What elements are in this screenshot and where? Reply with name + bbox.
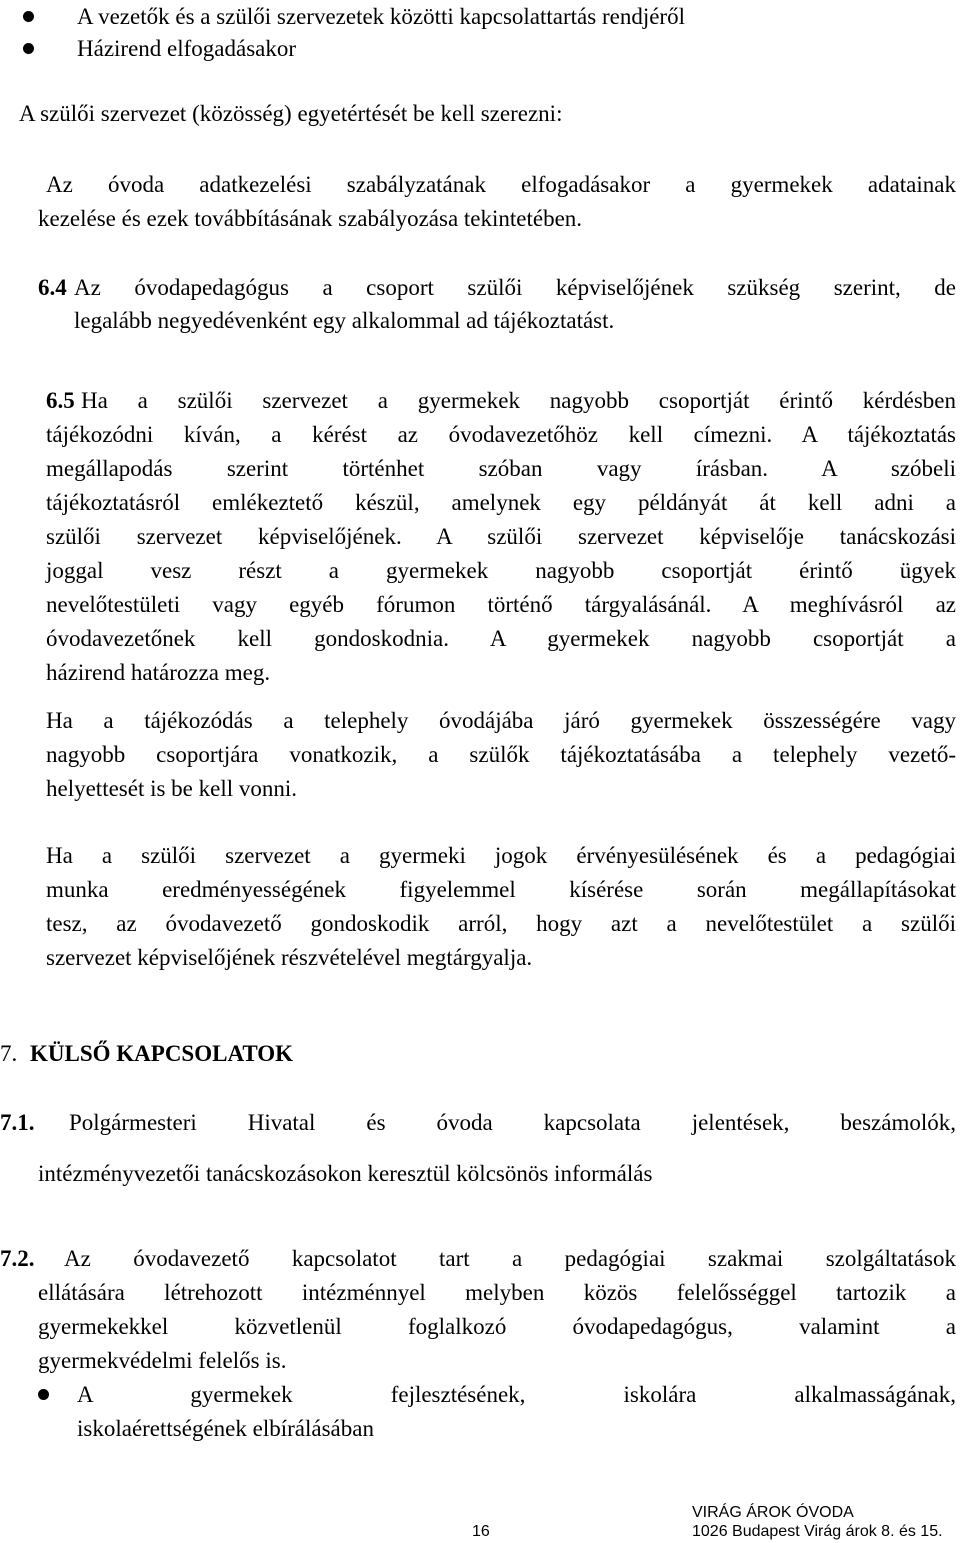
consent-item-line: Az óvoda adatkezelési szabályzatának elfogadásakor a gyermekek adatainak <box>46 172 956 197</box>
bullet-icon <box>23 43 34 54</box>
bullet-icon <box>38 1389 49 1400</box>
section-text: házirend határozza meg. <box>46 660 271 685</box>
consent-item-line: kezelése és ezek továbbításának szabályozása tekintetében. <box>38 206 583 231</box>
paragraph-line: szervezet képviselőjének részvételével megtárgyalja. <box>46 945 533 970</box>
bullet-item: iskolaérettségének elbírálásában <box>77 1416 374 1441</box>
footer-org: VIRÁG ÁROK ÓVODA <box>692 1504 854 1521</box>
section-text: megállapodás szerint történhet szóban vagy írásban. A szóbeli <box>46 456 956 481</box>
section-number: 7.1. <box>0 1110 35 1135</box>
bullet-item: A vezetők és a szülői szervezetek közötti kapcsolattartás rendjéről <box>77 4 685 29</box>
section-text: tájékoztatásról emlékeztető készül, amelynek egy példányát át kell adni a <box>46 490 956 515</box>
page-number: 16 <box>472 1523 490 1540</box>
section-text: gyermekvédelmi felelős is. <box>38 1348 287 1373</box>
paragraph-line: tesz, az óvodavezető gondoskodik arról, hogy azt a nevelőtestület a szülői <box>46 911 956 936</box>
section-text: joggal vesz részt a gyermekek nagyobb csoportját érintő ügyek <box>46 558 956 583</box>
paragraph-line: munka eredményességének figyelemmel kísérése során megállapításokat <box>46 877 956 902</box>
section-text: szülői szervezet képviselőjének. A szülői szervezet képviselője tanácskozási <box>46 524 956 549</box>
section-text: Polgármesteri Hivatal és óvoda kapcsolata jelentések, beszámolók, <box>69 1110 956 1135</box>
section-text: Az óvodavezető kapcsolatot tart a pedagógiai szakmai szolgáltatások <box>64 1246 956 1271</box>
section-text: nevelőtestületi vagy egyéb fórumon történő tárgyalásánál. A meghívásról az <box>46 592 956 617</box>
consent-intro: A szülői szervezet (közösség) egyetértését be kell szerezni: <box>19 101 563 126</box>
paragraph-line: Ha a szülői szervezet a gyermeki jogok érvényesülésének és a pedagógiai <box>46 843 956 868</box>
section-text: Az óvodapedagógus a csoport szülői képviselőjének szükség szerint, de <box>74 275 956 300</box>
section-text: óvodavezetőnek kell gondoskodnia. A gyermekek nagyobb csoportját a <box>46 626 956 651</box>
section-text: gyermekekkel közvetlenül foglalkozó óvodapedagógus, valamint a <box>38 1314 956 1339</box>
section-number: 6.4 <box>38 275 67 300</box>
bullet-icon <box>23 11 34 22</box>
chapter-number: 7. <box>0 1041 18 1066</box>
section-text: legalább negyedévenként egy alkalommal ad tájékoztatást. <box>74 308 615 333</box>
paragraph-line: nagyobb csoportjára vonatkozik, a szülők tájékoztatásába a telephely vezető- <box>46 742 956 767</box>
section-text: tájékozódni kíván, a kérést az óvodavezetőhöz kell címezni. A tájékoztatás <box>46 422 956 447</box>
section-number: 7.2. <box>0 1246 35 1271</box>
bullet-item: Házirend elfogadásakor <box>77 36 297 61</box>
footer-address: 1026 Budapest Virág árok 8. és 15. <box>692 1523 943 1540</box>
chapter-title: KÜLSŐ KAPCSOLATOK <box>30 1041 294 1066</box>
section-text: intézményvezetői tanácskozásokon keresztül kölcsönös informálás <box>38 1161 653 1186</box>
paragraph-line: helyettesét is be kell vonni. <box>46 776 298 801</box>
paragraph-line: Ha a tájékozódás a telephely óvodájába járó gyermekek összességére vagy <box>46 708 956 733</box>
bullet-item: A gyermekek fejlesztésének, iskolára alkalmasságának, <box>77 1382 956 1407</box>
section-text: ellátására létrehozott intézménnyel melyben közös felelősséggel tartozik a <box>38 1280 956 1305</box>
section-number: 6.5 <box>46 388 75 413</box>
section-text: Ha a szülői szervezet a gyermekek nagyobb csoportját érintő kérdésben <box>81 388 956 413</box>
